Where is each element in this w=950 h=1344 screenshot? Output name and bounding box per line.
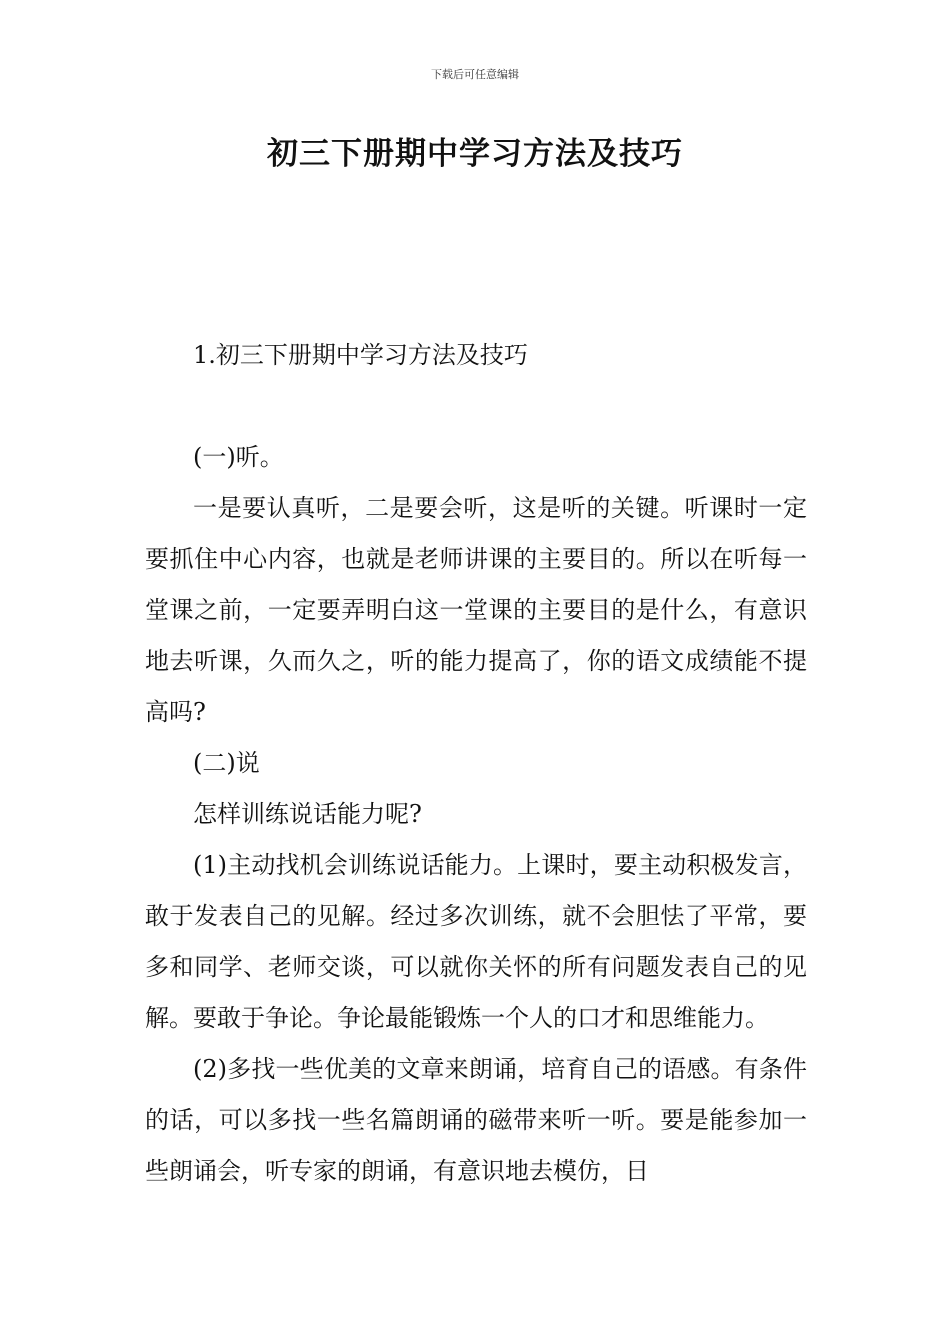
paragraph-point-2: (2)多找一些优美的文章来朗诵，培育自己的语感。有条件的话，可以多找一些名篇朗诵的磁带来听一听。要是能参加一些朗诵会，听专家的朗诵，有意识地去模仿，日 bbox=[145, 1055, 807, 1185]
header-note: 下载后可任意编辑 bbox=[431, 68, 519, 81]
section-heading: 1.初三下册期中学习方法及技巧 bbox=[193, 341, 528, 369]
subheading-speak: (二)说 bbox=[193, 749, 260, 777]
document-title: 初三下册期中学习方法及技巧 bbox=[267, 136, 683, 172]
paragraph-question: 怎样训练说话能力呢? bbox=[193, 800, 422, 828]
document-body bbox=[145, 330, 807, 1197]
paragraph-listen: 一是要认真听，二是要会听，这是听的关键。听课时一定要抓住中心内容，也就是老师讲课的主要目的。所以在听每一堂课之前，一定要弄明白这一堂课的主要目的是什么，有意识地去听课，久而久之，听的能力提高了，你的语文成绩能不提高吗? bbox=[145, 494, 807, 726]
subheading-listen: (一)听。 bbox=[193, 443, 284, 471]
paragraph-point-1: (1)主动找机会训练说话能力。上课时，要主动积极发言，敢于发表自己的见解。经过多次训练，就不会胆怯了平常，要多和同学、老师交谈，可以就你关怀的所有问题发表自己的见解。要敢于争论。争论最能锻炼一个人的口才和思维能力。 bbox=[145, 851, 807, 1032]
